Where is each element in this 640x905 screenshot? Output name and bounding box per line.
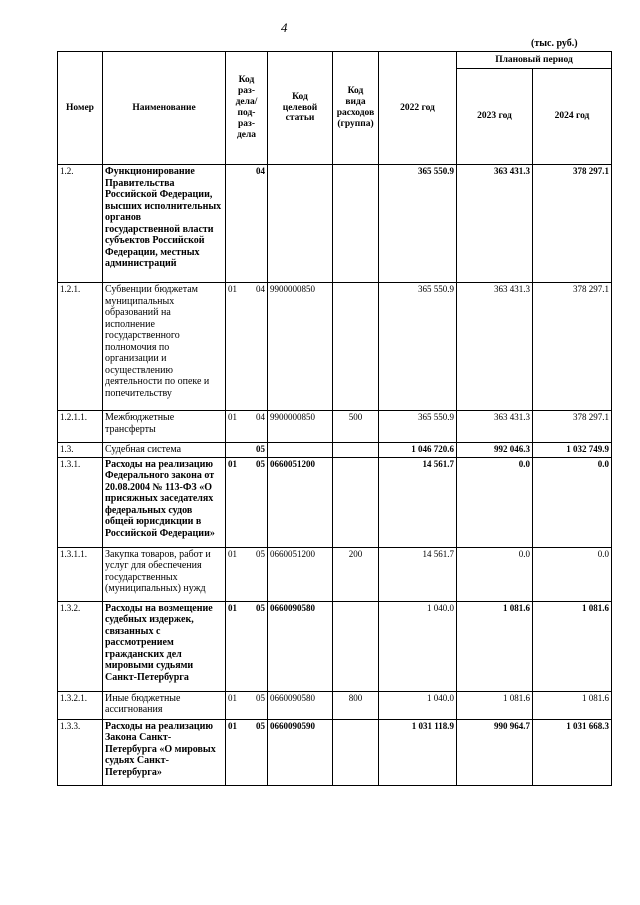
row-amount-2022: 365 550.9	[379, 283, 457, 411]
row-target-code	[268, 443, 333, 458]
table-row	[58, 601, 612, 691]
row-amount-2022: 1 046 720.6	[379, 443, 457, 458]
row-amount-2022: 365 550.9	[379, 411, 457, 443]
row-section: 01	[228, 720, 237, 731]
row-expense-type: 200	[333, 547, 379, 601]
row-amount-2024: 0.0	[533, 457, 612, 547]
row-amount-2022: 14 561.7	[379, 457, 457, 547]
row-amount-2022: 1 031 118.9	[379, 719, 457, 785]
row-amount-2023: 363 431.3	[457, 283, 533, 411]
row-section-code	[226, 283, 268, 411]
row-amount-2022: 365 550.9	[379, 165, 457, 283]
row-amount-2023: 992 046.3	[457, 443, 533, 458]
table-row	[58, 165, 612, 283]
row-section-code	[226, 411, 268, 443]
table-row	[58, 547, 612, 601]
row-amount-2024: 0.0	[533, 547, 612, 601]
row-name: Расходы на реализацию Закона Санкт- Петербурга «О мировых судьях Санкт- Петербурга»	[103, 719, 226, 785]
row-subsection: 05	[256, 602, 265, 613]
row-expense-type: 500	[333, 411, 379, 443]
row-amount-2024: 378 297.1	[533, 165, 612, 283]
row-section-code	[226, 457, 268, 547]
row-amount-2024: 1 032 749.9	[533, 443, 612, 458]
table-row	[58, 457, 612, 547]
row-target-code: 0660051200	[268, 547, 333, 601]
row-target-code: 0660090590	[268, 719, 333, 785]
table-row	[58, 443, 612, 458]
row-amount-2022: 14 561.7	[379, 547, 457, 601]
row-subsection: 05	[256, 720, 265, 731]
row-section-code	[226, 601, 268, 691]
table-row	[58, 283, 612, 411]
row-amount-2023: 363 431.3	[457, 165, 533, 283]
row-name: Межбюджетные трансферты	[103, 411, 226, 443]
row-section-code	[226, 547, 268, 601]
header-section-code: Код раз- дела/ под- раз- дела	[226, 52, 268, 165]
row-expense-type	[333, 443, 379, 458]
budget-table	[57, 51, 612, 786]
row-section: 01	[228, 284, 237, 294]
row-number: 1.2.1.1.	[58, 411, 103, 443]
table-row	[58, 411, 612, 443]
row-target-code: 0660051200	[268, 457, 333, 547]
row-section: 01	[228, 602, 237, 613]
row-target-code: 9900000850	[268, 411, 333, 443]
row-name: Субвенции бюджетам муниципальных образований на исполнение государственного полномочия по организации и осуществлению деятельности по опеке и попечительству	[103, 283, 226, 411]
row-name: Расходы на реализацию Федерального закона от 20.08.2004 № 113-ФЗ «О присяжных заседателях федеральных судов общей юрисдикции в Российской Федерации»	[103, 457, 226, 547]
row-section: 01	[228, 412, 237, 422]
row-section-code	[226, 165, 268, 283]
row-name: Расходы на возмещение судебных издержек, связанных с рассмотрением гражданских дел мировыми судьями Санкт-Петербурга	[103, 601, 226, 691]
row-expense-type	[333, 283, 379, 411]
row-section-code	[226, 443, 268, 458]
row-number: 1.3.1.	[58, 457, 103, 547]
row-number: 1.3.2.1.	[58, 691, 103, 719]
row-subsection: 04	[256, 284, 265, 294]
header-year-2022: 2022 год	[379, 52, 457, 165]
row-section: 01	[228, 458, 237, 469]
row-section-code	[226, 691, 268, 719]
row-amount-2024: 1 081.6	[533, 601, 612, 691]
row-amount-2024: 1 081.6	[533, 691, 612, 719]
table-row	[58, 691, 612, 719]
row-number: 1.3.2.	[58, 601, 103, 691]
row-subsection: 04	[256, 412, 265, 422]
row-name: Судебная система	[103, 443, 226, 458]
row-amount-2024: 378 297.1	[533, 411, 612, 443]
row-section: 01	[228, 548, 237, 559]
row-subsection: 05	[256, 692, 265, 703]
row-amount-2023: 0.0	[457, 547, 533, 601]
row-expense-type	[333, 165, 379, 283]
row-target-code: 0660090580	[268, 691, 333, 719]
row-amount-2023: 1 081.6	[457, 601, 533, 691]
header-name: Наименование	[103, 52, 226, 165]
row-expense-type	[333, 457, 379, 547]
header-number: Номер	[58, 52, 103, 165]
row-target-code	[268, 165, 333, 283]
row-number: 1.3.1.1.	[58, 547, 103, 601]
row-target-code: 0660090580	[268, 601, 333, 691]
row-subsection: 05	[256, 444, 265, 454]
header-expense-type-code: Код вида расходов (группа)	[333, 52, 379, 165]
row-number: 1.3.3.	[58, 719, 103, 785]
row-amount-2023: 990 964.7	[457, 719, 533, 785]
row-expense-type	[333, 719, 379, 785]
row-name: Функционирование Правительства Российской Федерации, высших исполнительных органов государственной власти субъектов Российской Федерации, местных администраций	[103, 165, 226, 283]
row-amount-2022: 1 040.0	[379, 691, 457, 719]
row-amount-2023: 363 431.3	[457, 411, 533, 443]
row-name: Иные бюджетные ассигнования	[103, 691, 226, 719]
header-plan-period: Плановый период	[457, 52, 612, 69]
row-number: 1.2.1.	[58, 283, 103, 411]
row-expense-type	[333, 601, 379, 691]
row-amount-2023: 1 081.6	[457, 691, 533, 719]
row-section-code	[226, 719, 268, 785]
row-subsection: 04	[256, 166, 265, 176]
row-expense-type: 800	[333, 691, 379, 719]
header-year-2023: 2023 год	[457, 69, 533, 165]
row-amount-2023: 0.0	[457, 457, 533, 547]
units-label: (тыс. руб.)	[531, 38, 578, 49]
header-year-2024: 2024 год	[533, 69, 612, 165]
row-amount-2022: 1 040.0	[379, 601, 457, 691]
page-number: 4	[281, 20, 288, 35]
table-row	[58, 719, 612, 785]
row-subsection: 05	[256, 458, 265, 469]
header-target-code: Код целевой статьи	[268, 52, 333, 165]
row-name: Закупка товаров, работ и услуг для обеспечения государственных (муниципальных) нужд	[103, 547, 226, 601]
row-amount-2024: 1 031 668.3	[533, 719, 612, 785]
row-number: 1.3.	[58, 443, 103, 458]
row-target-code: 9900000850	[268, 283, 333, 411]
row-subsection: 05	[256, 548, 265, 559]
row-number: 1.2.	[58, 165, 103, 283]
row-section: 01	[228, 692, 237, 703]
row-amount-2024: 378 297.1	[533, 283, 612, 411]
